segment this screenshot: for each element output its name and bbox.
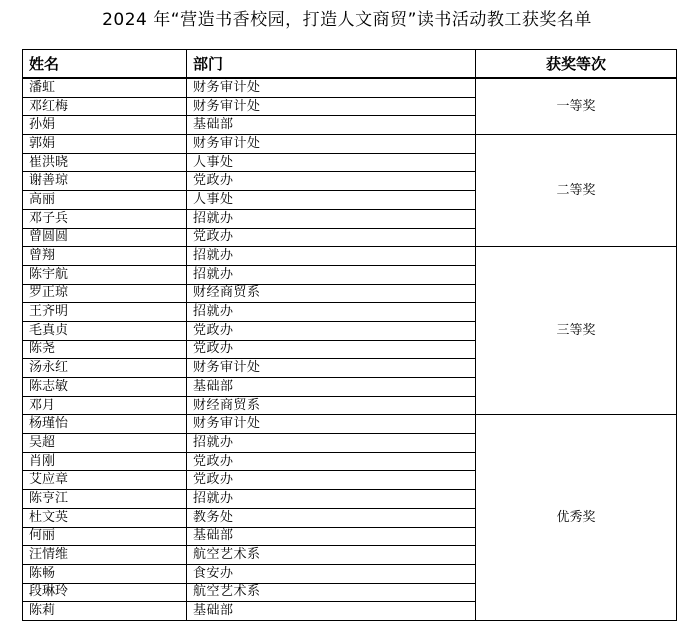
winner-department-cell: 基础部 [187, 602, 476, 621]
table-row [23, 247, 677, 266]
header-award: 获奖等次 [476, 50, 677, 79]
award-level-cell: 优秀奖 [476, 415, 677, 621]
winner-name-cell: 谢善琼 [23, 172, 187, 191]
winner-name-cell: 罗正琼 [23, 284, 187, 303]
winner-department-cell: 党政办 [187, 172, 476, 191]
winner-name-cell: 吴超 [23, 434, 187, 453]
table-row [23, 415, 677, 434]
winner-name-cell: 曾翔 [23, 247, 187, 266]
winner-name-cell: 毛真贞 [23, 321, 187, 340]
winner-name-cell: 陈莉 [23, 602, 187, 621]
winner-department-cell: 航空艺术系 [187, 583, 476, 602]
winner-name-cell: 孙娟 [23, 116, 187, 135]
winner-name-cell: 潘虹 [23, 78, 187, 97]
award-level-cell: 二等奖 [476, 135, 677, 247]
winner-department-cell: 航空艺术系 [187, 546, 476, 565]
winner-department-cell: 党政办 [187, 228, 476, 247]
winner-name-cell: 杜文英 [23, 508, 187, 527]
winner-name-cell: 何丽 [23, 527, 187, 546]
winner-name-cell: 陈亨江 [23, 490, 187, 509]
winner-department-cell: 招就办 [187, 434, 476, 453]
winner-name-cell: 汤永红 [23, 359, 187, 378]
winner-name-cell: 陈宇航 [23, 265, 187, 284]
winner-department-cell: 党政办 [187, 340, 476, 359]
table-row [23, 135, 677, 154]
document-title: 2024 年“营造书香校园，打造人文商贸”读书活动教工获奖名单 [102, 10, 592, 30]
winner-department-cell: 招就办 [187, 265, 476, 284]
winner-name-cell: 邓红梅 [23, 97, 187, 116]
header-name: 姓名 [23, 50, 187, 79]
award-list-table [22, 49, 677, 621]
winner-department-cell: 财务审计处 [187, 97, 476, 116]
winner-name-cell: 陈志敏 [23, 378, 187, 397]
winner-department-cell: 财务审计处 [187, 415, 476, 434]
winner-department-cell: 人事处 [187, 191, 476, 210]
winner-department-cell: 食安办 [187, 564, 476, 583]
winner-name-cell: 肖刚 [23, 452, 187, 471]
winner-name-cell: 高丽 [23, 191, 187, 210]
winner-department-cell: 基础部 [187, 116, 476, 135]
winner-department-cell: 招就办 [187, 490, 476, 509]
award-level-cell: 一等奖 [476, 78, 677, 135]
winner-name-cell: 艾应章 [23, 471, 187, 490]
winner-department-cell: 基础部 [187, 378, 476, 397]
winner-name-cell: 邓子兵 [23, 209, 187, 228]
winner-department-cell: 招就办 [187, 247, 476, 266]
winner-name-cell: 曾圆圆 [23, 228, 187, 247]
winner-department-cell: 基础部 [187, 527, 476, 546]
winner-name-cell: 段琳玲 [23, 583, 187, 602]
winner-department-cell: 财务审计处 [187, 135, 476, 154]
table-body [23, 78, 677, 620]
winner-department-cell: 党政办 [187, 321, 476, 340]
winner-name-cell: 王齐明 [23, 303, 187, 322]
winner-department-cell: 教务处 [187, 508, 476, 527]
table-header-row [23, 50, 677, 79]
award-level-cell: 三等奖 [476, 247, 677, 415]
winner-department-cell: 财务审计处 [187, 78, 476, 97]
winner-department-cell: 党政办 [187, 452, 476, 471]
winner-department-cell: 财经商贸系 [187, 284, 476, 303]
winner-department-cell: 党政办 [187, 471, 476, 490]
winner-name-cell: 崔洪晓 [23, 153, 187, 172]
winner-name-cell: 陈畅 [23, 564, 187, 583]
winner-name-cell: 陈尧 [23, 340, 187, 359]
winner-department-cell: 人事处 [187, 153, 476, 172]
winner-department-cell: 财务审计处 [187, 359, 476, 378]
winner-department-cell: 招就办 [187, 209, 476, 228]
winner-name-cell: 郭娟 [23, 135, 187, 154]
winner-name-cell: 杨瑾怡 [23, 415, 187, 434]
winner-name-cell: 汪情维 [23, 546, 187, 565]
header-department: 部门 [187, 50, 476, 79]
table-row [23, 78, 677, 97]
winner-department-cell: 招就办 [187, 303, 476, 322]
winner-name-cell: 邓月 [23, 396, 187, 415]
winner-department-cell: 财经商贸系 [187, 396, 476, 415]
